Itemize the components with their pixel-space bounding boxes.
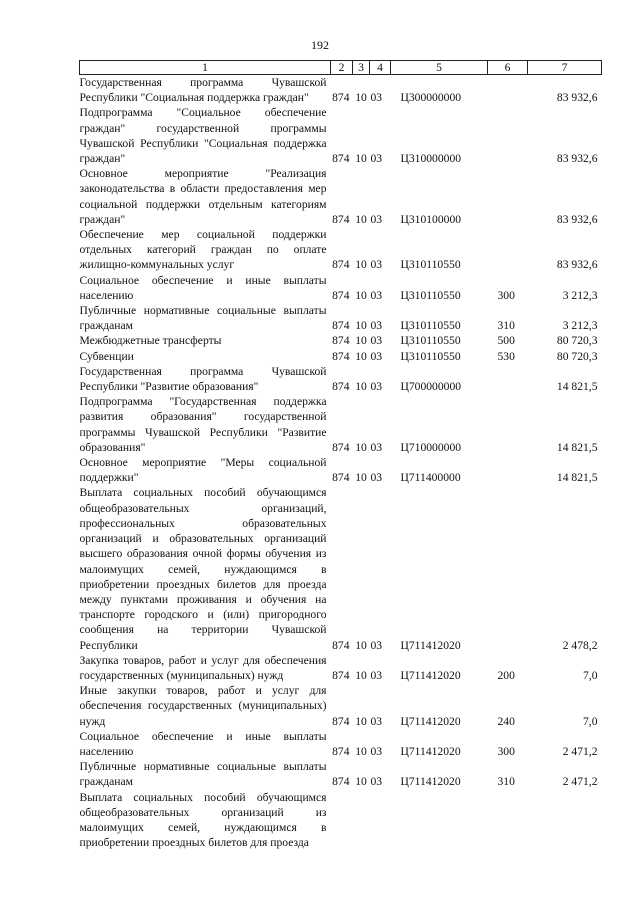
row-description: Публичные нормативные социальные выплаты гражданам <box>79 760 327 789</box>
row-description: Иные закупки товаров, работ и услуг для обеспечения государственных (муниципальных) нужд <box>79 684 327 728</box>
row-amount: 7,0 <box>583 668 598 682</box>
row-description: Государственная программа Чувашской Республики "Развитие образования" <box>79 364 327 394</box>
row-gr-code: 874 <box>332 775 350 789</box>
row-subsection-code: 03 <box>370 152 383 166</box>
row-description: Закупка товаров, работ и услуг для обеспечения государственных (муниципальных) нужд <box>79 653 327 682</box>
row-subsection-code: 03 <box>370 258 383 272</box>
row-target-article: Ц711412020 <box>400 638 461 652</box>
row-target-article: Ц310110550 <box>400 258 461 272</box>
budget-table <box>79 60 602 850</box>
table-row <box>80 759 602 789</box>
row-subsection-code: 03 <box>370 638 383 652</box>
row-subsection-code: 03 <box>370 91 383 105</box>
row-section-code <box>353 790 370 851</box>
row-section-code: 10 <box>355 258 367 272</box>
row-description: Основное мероприятие "Меры социальной поддержки" <box>79 456 327 485</box>
row-expense-type <box>488 227 528 273</box>
table-row <box>80 729 602 759</box>
row-subsection-code: 03 <box>370 714 383 728</box>
row-gr-code: 874 <box>332 440 350 454</box>
row-amount: 3 212,3 <box>562 319 598 333</box>
row-subsection-code: 03 <box>370 440 383 454</box>
row-subsection-code: 03 <box>370 334 383 348</box>
row-subsection-code: 03 <box>370 349 383 363</box>
row-amount: 80 720,3 <box>556 349 598 363</box>
row-amount: 7,0 <box>583 714 598 728</box>
table-row <box>80 455 602 485</box>
row-expense-type <box>488 364 528 394</box>
row-section-code: 10 <box>355 440 367 454</box>
row-expense-type <box>488 394 528 455</box>
row-subsection-code: 03 <box>370 319 383 333</box>
row-section-code: 10 <box>355 91 367 105</box>
row-target-article: Ц710000000 <box>400 440 462 454</box>
table-row <box>80 166 602 227</box>
row-target-article: Ц310000000 <box>400 152 462 166</box>
row-target-article: Ц310110550 <box>400 334 461 348</box>
row-target-article <box>391 790 488 851</box>
table-row <box>80 333 602 348</box>
row-target-article: Ц310110550 <box>400 288 461 302</box>
row-gr-code: 874 <box>332 471 350 485</box>
table-row <box>80 75 602 106</box>
row-target-article: Ц711412020 <box>400 668 461 682</box>
header-cell-2: 2 <box>331 61 353 75</box>
header-cell-4: 4 <box>370 61 391 75</box>
row-target-article: Ц310110550 <box>400 319 461 333</box>
row-section-code: 10 <box>355 380 367 394</box>
row-gr-code: 874 <box>332 258 350 272</box>
row-expense-type <box>488 485 528 652</box>
row-target-article: Ц310100000 <box>400 212 462 226</box>
row-amount: 14 821,5 <box>556 471 598 485</box>
row-expense-type <box>488 790 528 851</box>
row-gr-code: 874 <box>332 668 350 682</box>
row-amount: 3 212,3 <box>562 288 598 302</box>
row-description: Государственная программа Чувашской Республики "Социальная поддержка граждан" <box>79 76 327 105</box>
row-amount: 83 932,6 <box>556 258 598 272</box>
table-row <box>80 683 602 729</box>
row-expense-type: 500 <box>497 334 515 348</box>
row-gr-code: 874 <box>332 288 350 302</box>
table-row <box>80 790 602 851</box>
header-row <box>80 61 602 75</box>
row-expense-type <box>488 75 528 106</box>
row-description: Социальное обеспечение и иные выплаты населению <box>79 729 327 758</box>
row-gr-code: 874 <box>332 91 350 105</box>
row-gr-code: 874 <box>332 334 350 348</box>
row-expense-type: 300 <box>497 744 515 758</box>
row-amount <box>528 790 602 851</box>
table-row <box>80 273 602 303</box>
table-row <box>80 653 602 683</box>
row-gr-code <box>331 790 353 851</box>
row-subsection-code: 03 <box>370 775 383 789</box>
row-amount: 14 821,5 <box>556 440 598 454</box>
row-amount: 2 478,2 <box>562 638 598 652</box>
table-row <box>80 394 602 455</box>
row-amount: 2 471,2 <box>562 744 598 758</box>
row-section-code: 10 <box>355 288 367 302</box>
row-amount: 83 932,6 <box>556 91 598 105</box>
row-expense-type: 530 <box>497 349 515 363</box>
header-cell-3: 3 <box>353 61 370 75</box>
row-description: Основное мероприятие "Реализация законодательства в области предоставления мер социальной поддержки отдельным категориям граждан" <box>79 167 327 226</box>
table-row <box>80 349 602 364</box>
row-subsection-code: 03 <box>370 744 383 758</box>
row-gr-code: 874 <box>332 380 350 394</box>
row-target-article: Ц711412020 <box>400 775 461 789</box>
row-description: Обеспечение мер социальной поддержки отдельных категорий граждан по оплате жилищно-коммунальных услуг <box>79 228 327 272</box>
page-number: 192 <box>311 38 329 52</box>
row-gr-code: 874 <box>332 714 350 728</box>
row-section-code: 10 <box>355 334 367 348</box>
row-target-article: Ц300000000 <box>400 91 462 105</box>
table-row <box>80 364 602 394</box>
row-section-code: 10 <box>355 714 367 728</box>
row-expense-type: 240 <box>497 714 515 728</box>
row-gr-code: 874 <box>332 638 350 652</box>
row-description: Выплата социальных пособий обучающимся общеобразовательных организаций, профессиональных образовательных организаций и образовательных организаций высшего образования очной формы обучения из малоимущих семей, нуждающимся в приобретении проездных билетов для проезда между пунктами проживания и обучения на транспорте городского и (или) пригородного сообщения на территории Чувашской Республики <box>79 486 327 652</box>
header-cell-7: 7 <box>528 61 602 75</box>
header-cell-6: 6 <box>488 61 528 75</box>
row-section-code: 10 <box>355 319 367 333</box>
row-amount: 80 720,3 <box>556 334 598 348</box>
row-gr-code: 874 <box>332 744 350 758</box>
row-target-article: Ц711412020 <box>400 744 461 758</box>
table-row <box>80 485 602 652</box>
row-amount: 14 821,5 <box>556 380 598 394</box>
row-subsection-code: 03 <box>370 212 383 226</box>
row-section-code: 10 <box>355 638 367 652</box>
row-amount: 83 932,6 <box>556 212 598 226</box>
row-expense-type: 310 <box>497 319 515 333</box>
row-section-code: 10 <box>355 212 367 226</box>
header-cell-5: 5 <box>391 61 488 75</box>
row-target-article: Ц310110550 <box>400 349 461 363</box>
row-description: Подпрограмма "Социальное обеспечение граждан" государственной программы Чувашской Республики "Социальная поддержка граждан" <box>79 106 327 166</box>
row-amount: 83 932,6 <box>556 152 598 166</box>
row-section-code: 10 <box>355 744 367 758</box>
row-description: Выплата социальных пособий обучающимся общеобразовательных организаций из малоимущих семей, нуждающимся в приобретении проездных билетов для проезда <box>79 790 327 850</box>
table-row <box>80 303 602 333</box>
row-expense-type: 300 <box>497 288 515 302</box>
row-description: Подпрограмма "Государственная поддержка развития образования" государственной программы Чувашской Республики "Развитие образования" <box>79 395 327 454</box>
row-subsection-code: 03 <box>370 380 383 394</box>
row-gr-code: 874 <box>332 319 350 333</box>
table-row <box>80 227 602 273</box>
row-section-code: 10 <box>355 668 367 682</box>
row-target-article: Ц711400000 <box>400 471 461 485</box>
row-expense-type <box>488 105 528 166</box>
row-section-code: 10 <box>355 471 367 485</box>
row-section-code: 10 <box>355 775 367 789</box>
row-gr-code: 874 <box>332 152 350 166</box>
row-subsection-code <box>370 790 391 851</box>
row-description: Межбюджетные трансферты <box>79 334 222 348</box>
header-cell-1: 1 <box>80 61 331 75</box>
row-target-article: Ц700000000 <box>400 380 462 394</box>
row-amount: 2 471,2 <box>562 775 598 789</box>
row-subsection-code: 03 <box>370 288 383 302</box>
row-gr-code: 874 <box>332 212 350 226</box>
row-expense-type: 310 <box>497 775 515 789</box>
row-section-code: 10 <box>355 152 367 166</box>
row-description: Субвенции <box>79 349 134 363</box>
row-expense-type <box>488 455 528 485</box>
row-target-article: Ц711412020 <box>400 714 461 728</box>
table-row <box>80 105 602 166</box>
row-expense-type: 200 <box>497 668 515 682</box>
row-description: Социальное обеспечение и иные выплаты населению <box>79 273 327 302</box>
row-subsection-code: 03 <box>370 471 383 485</box>
row-section-code: 10 <box>355 349 367 363</box>
row-expense-type <box>488 166 528 227</box>
row-description: Публичные нормативные социальные выплаты гражданам <box>79 304 327 333</box>
row-subsection-code: 03 <box>370 668 383 682</box>
row-gr-code: 874 <box>332 349 350 363</box>
